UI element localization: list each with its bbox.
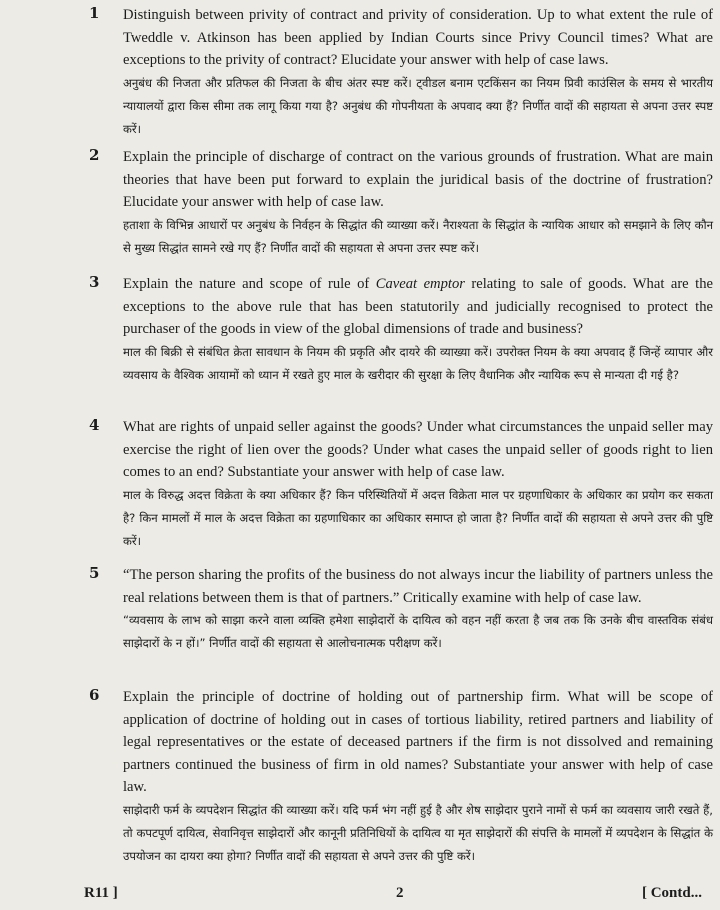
- question-number: 4: [89, 416, 100, 434]
- question-number: 5: [89, 564, 100, 582]
- question-text-english: Distinguish between privity of contract and privity of consideration. Up to what extent the rule of Tweddle v. Atkinson has been applied by Indian Courts since Privy Council times? What are exceptions to the privity of contract? Elucidate your answer with help of case laws.: [123, 7, 713, 68]
- question-text-english: Explain the principle of discharge of contract on the various grounds of frustration. What are main theories that have been put forward to explain the juridical basis of the doctrine of frustration? Elucidate your answer with help of case law.: [123, 149, 713, 210]
- question-text-english: What are rights of unpaid seller against the goods? Under what circumstances the unpaid seller may exercise the right of lien over the goods? Under what cases the unpaid seller of goods right to lien comes to an end? Substantiate your answer with help of case law.: [123, 419, 713, 480]
- question-text-hindi: अनुबंध की निजता और प्रतिफल की निजता के बीच अंतर स्पष्ट करें। ट्वीडल बनाम एटकिंसन का नियम प्रिवी काउंसिल के समय से भारतीय न्यायालयों द्वारा किस सीमा तक लागू किया गया है? अनुबंध की गोपनीयता के अपवाद क्या हैं? निर्णीत वादों की सहायता से अपना उत्तर स्पष्ट करें।: [123, 75, 713, 136]
- question-text-english: [123, 273, 713, 341]
- question-text-english: “The person sharing the profits of the business do not always incur the liability of partners unless the real relations between them is that of partners.” Critically examine with help of case law.: [123, 567, 713, 606]
- question-number: 1: [89, 4, 100, 22]
- question-text-part: Explain the nature and scope of rule of: [123, 276, 376, 292]
- paper-code: R11 ]: [84, 885, 118, 901]
- question-number: 6: [89, 686, 100, 704]
- question-text-english: Explain the principle of doctrine of holding out of partnership firm. What will be scope of application of doctrine of holding out in cases of tortious liability, retired partners and liability of legal representatives or the estate of deceased partners if the firm is not dissolved and remaining partners continued the business of firm in old names? Substantiate your answer with help of case law.: [123, 689, 713, 795]
- question-text-part: relating to sale of goods. What are the exceptions to the above rule that has been statutorily and judicially recognised to protect the purchaser of the goods in view of the global dimensions of trade and business?: [123, 276, 713, 337]
- question-text-hindi: “व्यवसाय के लाभ को साझा करने वाला व्यक्ति हमेशा साझेदारों के दायित्व को वहन नहीं करता है जब तक कि उनके बीच वास्तविक संबंध साझेदारों के न हों।” निर्णीत वादों की सहायता से आलोचनात्मक परीक्षण करें।: [123, 613, 713, 650]
- latin-term: Caveat emptor: [375, 276, 465, 292]
- continued-label: [ Contd...: [641, 885, 702, 901]
- page-number: 2: [396, 885, 404, 901]
- question-text-hindi: माल के विरुद्ध अदत्त विक्रेता के क्या अधिकार हैं? किन परिस्थितियों में अदत्त विक्रेता माल पर ग्रहणाधिकार के अधिकार का प्रयोग कर सकता है? किन मामलों में माल के अदत्त विक्रेता का ग्रहणाधिकार का अधिकार समाप्त हो जाता है? निर्णीत वादों की सहायता से अपने उत्तर की पुष्टि करें।: [123, 487, 713, 548]
- question-text-hindi: हताशा के विभिन्न आधारों पर अनुबंध के निर्वहन के सिद्धांत की व्याख्या करें। नैराश्यता के सिद्धांत के न्यायिक आधार को समझाने के लिए कौन से मुख्य सिद्धांत सामने रखे गए हैं? निर्णीत वादों की सहायता से अपना उत्तर स्पष्ट करें।: [123, 217, 713, 255]
- question-text-hindi: माल की बिक्री से संबंधित क्रेता सावधान के नियम की प्रकृति और दायरे की व्याख्या करें। उपरोक्त नियम के क्या अपवाद हैं जिन्हें व्यापार और व्यवसाय के वैश्विक आयामों को ध्यान में रखते हुए माल के खरीदार की सुरक्षा के लिए वैधानिक और न्यायिक रूप से मान्यता दी गई है?: [123, 344, 713, 382]
- question-number: 2: [89, 146, 100, 164]
- question-text-hindi: साझेदारी फर्म के व्यपदेशन सिद्धांत की व्याख्या करें। यदि फर्म भंग नहीं हुई है और शेष साझेदार पुराने नामों से फर्म का व्यवसाय जारी रखते हैं, तो कपटपूर्ण दायित्व, सेवानिवृत्त साझेदारों और कानूनी प्रतिनिधियों के दायित्व या मृत साझेदारों की संपत्ति के मामलों में व्यपदेशन के सिद्धांत के उपयोजन का दायरा क्या होगा? निर्णीत वादों की सहायता से अपने उत्तर की पुष्टि करें।: [123, 802, 713, 863]
- question-number: 3: [89, 273, 100, 291]
